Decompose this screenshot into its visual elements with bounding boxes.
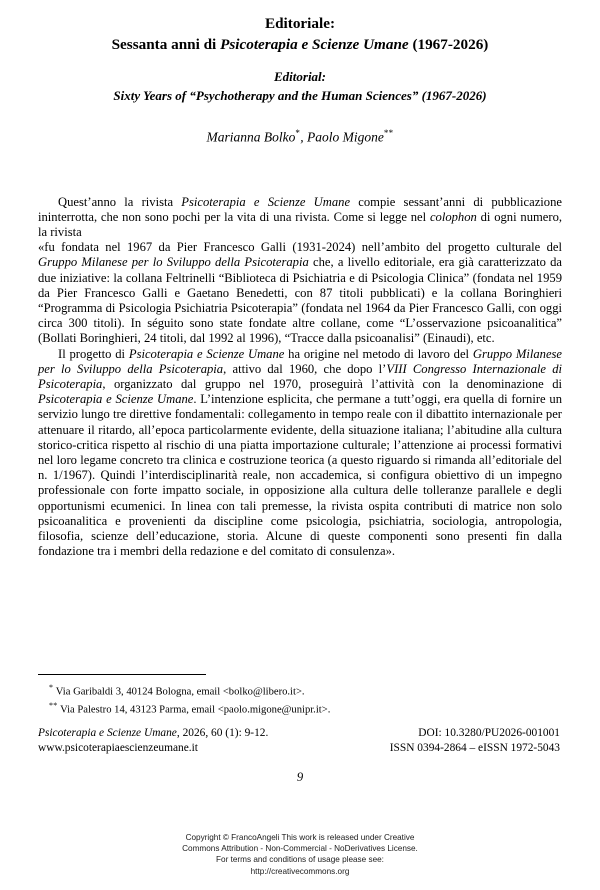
- footnote-text: Via Palestro 14, 43123 Parma, email <paolo.migone@unipr.it>.: [57, 704, 331, 716]
- p3-group-italic: Gruppo Milanese per lo Sviluppo della Psicoterapia: [38, 346, 563, 376]
- italian-title-line-1: Editoriale:: [264, 15, 336, 32]
- p1-segment-a: Quest’anno la rivista: [58, 194, 182, 209]
- paragraph-project-history: [38, 347, 562, 560]
- footnotes-block: [38, 681, 562, 717]
- author-name-1: Marianna Bolko: [206, 129, 296, 145]
- italian-title-prefix: Sessanta anni di: [111, 36, 221, 53]
- copyright-line-3: For terms and conditions of usage please see:: [216, 855, 384, 865]
- p3-journal-italic-2: Psicoterapia e Scienze Umane: [38, 392, 194, 407]
- p3-segment-d: , organizzato dal gruppo nel 1970, proseguirà l’attività con la denominazione di: [102, 376, 562, 391]
- footnote-mark: **: [49, 701, 58, 711]
- page-content: [38, 0, 562, 559]
- footnote-text: Via Garibaldi 3, 40124 Bologna, email <bolko@libero.it>.: [53, 686, 305, 698]
- body-text: [38, 195, 562, 560]
- p2-group-italic: Gruppo Milanese per lo Sviluppo della Psicoterapia: [38, 255, 309, 270]
- author-separator: ,: [300, 129, 307, 145]
- p3-segment-b: ha origine nel metodo di lavoro del: [284, 346, 473, 361]
- issn-text: ISSN 0394-2864 – eISSN 1972-5043: [389, 741, 560, 754]
- journal-website[interactable]: www.psicoterapiaescienzeumane.it: [38, 741, 198, 754]
- copyright-line-2: Commons Attribution - Non-Commercial - NoDerivatives License.: [182, 844, 418, 854]
- italian-title-line-2: [38, 34, 562, 55]
- footnote-mark: *: [49, 683, 54, 692]
- english-title-block: [38, 68, 562, 105]
- footnote-item: [38, 699, 562, 717]
- p3-congress-italic: VIII Congresso Internazionale di Psicoterapia: [38, 361, 562, 391]
- author-name-2: Paolo Migone: [306, 129, 384, 145]
- paragraph-quoted-colophon: [38, 240, 562, 346]
- footnote-item: [38, 681, 562, 699]
- p2-segment-b: che, a livello editoriale, era già caratterizzato da due iniziative: la collana Feltrinelli “Biblioteca di Psichiatria e di Psicologia Clinica” (fondata nel 1959 da Pier Francesco Galli e Gaetano Benedetti, con 87 titoli pubblicati) e la collana Boringhieri “Programma di Psicologia Psichiatria Psicoterapia” (fondata nel 1964 da Pier Francesco Galli, con oggi circa 300 titoli). In séguito sono state fondate altre collane, come “L’osservazione psicoanalitica” (Bollati Boringhieri, 24 titoli, dal 1992 al 1996), “Tracce dalla psicoanalisi” (Einaudi), etc.: [38, 255, 562, 346]
- p1-segment-b: compie sessant’anni di pubblicazione ininterrotta, che non sono pochi per la vita di una rivista. Come si legge nel: [38, 194, 562, 224]
- p3-segment-c: , attivo dal 1960, che dopo l’: [223, 361, 387, 376]
- citation-footer: [38, 726, 562, 755]
- p2-segment-a: «fu fondata nel 1967 da Pier Francesco Galli (1931-2024) nell’ambito del progetto culturale del: [38, 240, 562, 255]
- journal-issue-info: , 2026, 60 (1): 9-12.: [176, 727, 269, 739]
- citation-row-bottom: [38, 741, 562, 756]
- italian-title-years: (1967-2026): [408, 36, 489, 53]
- p3-journal-italic-1: Psicoterapia e Scienze Umane: [128, 346, 285, 361]
- copyright-block: [0, 832, 600, 877]
- page-number: 9: [296, 770, 304, 784]
- author-footnote-mark-2: **: [383, 128, 394, 138]
- author-footnote-mark-1: *: [295, 128, 301, 138]
- english-title-line-1: Editorial:: [273, 69, 326, 84]
- journal-title-italic: Psicoterapia e Scienze Umane: [38, 727, 177, 739]
- p1-segment-c: di ogni numero, la rivista: [38, 209, 563, 239]
- citation-row-top: [38, 726, 562, 741]
- p1-colophon-italic: colophon: [429, 209, 477, 224]
- copyright-link[interactable]: http://creativecommons.org: [250, 866, 350, 876]
- author-line: [38, 128, 562, 146]
- doi-text: DOI: 10.3280/PU2026-001001: [418, 727, 560, 739]
- footnote-separator-rule: [38, 674, 206, 675]
- copyright-line-1: Copyright © FrancoAngeli This work is released under Creative: [185, 833, 415, 842]
- title-block: [38, 14, 562, 105]
- p1-journal-italic: Psicoterapia e Scienze Umane: [181, 194, 351, 209]
- p3-segment-a: Il progetto di: [58, 346, 129, 361]
- journal-citation: [38, 726, 268, 741]
- paragraph-opening: [38, 195, 562, 241]
- p3-segment-e: . L’intenzione esplicita, che permane a tutt’oggi, era quella di fornire un servizio lungo tre direttive fondamentali: collegamento in tempo reale con il dibattito internazionale per attenuare il ritardo, all’epoca particolarmente evidente, della situazione italiana; l’abitudine alla cultura storico-critica rispetto al rischio di una piatta importazione culturale; l’attenzione ai processi formativi nel loro legame concreto tra clinica e costruzione teorica (a questo riguardo si rimanda all’editoriale del n. 1/1967). Quindi l’interdisciplinarità reale, non accademica, si configura obiettivo di un impegno professionale con forte impatto sociale, in opposizione alla cultura delle tolleranze parallele e degli opportunismi ecumenici. In linea con tali premesse, la rivista ospita contributi di matrice non solo psicoanalitica e provenienti da discipline come psicologia, psichiatria, sociologia, antropologia, filosofia, scienze dell’educazione, storia. Alcune di queste componenti sono presenti fin dalla fondazione tra i membri della redazione e del comitato di consulenza».: [38, 392, 562, 559]
- journal-name-title: Psicoterapia e Scienze Umane: [220, 36, 409, 53]
- english-title-line-2: Sixty Years of “Psychotherapy and the Human Sciences” (1967-2026): [113, 88, 487, 103]
